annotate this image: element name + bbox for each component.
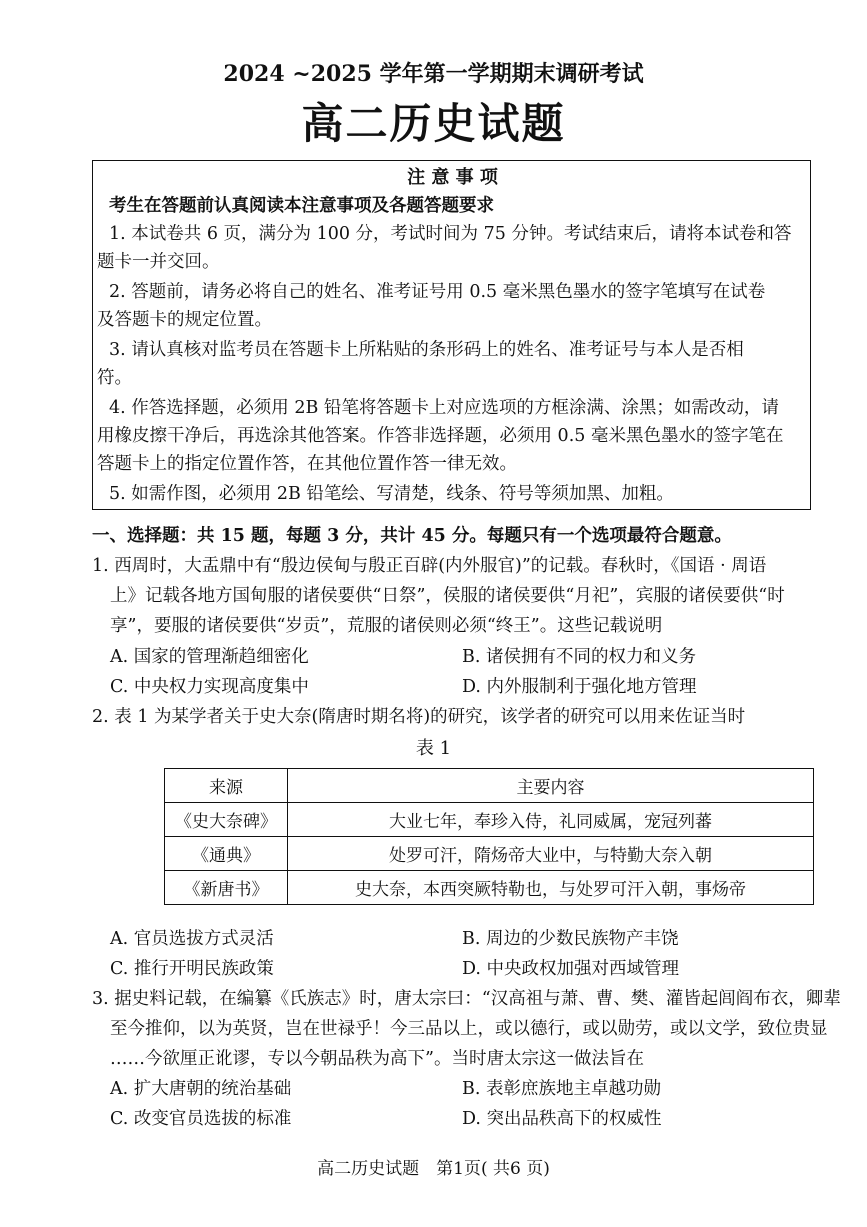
source-table — [164, 768, 814, 905]
q2-option-b: B. 周边的少数民族物产丰饶 — [462, 929, 679, 949]
notice-line: 4. 作答选择题，必须用 2B 铅笔将答题卡上对应选项的方框涂满、涂黑；如需改动，请 — [109, 398, 779, 418]
q3-option-c: C. 改变官员选拔的标准 — [110, 1109, 292, 1129]
notice-line: 3. 请认真核对监考员在答题卡上所粘贴的条形码上的姓名、准考证号与本人是否相 — [109, 340, 744, 360]
table-row — [165, 871, 814, 905]
question-3-line: 至今推仰，以为英贤，岂在世禄乎！今三品以上，或以德行，或以勋劳，或以文学，致位贵显 — [110, 1019, 828, 1039]
notice-line: 题卡一并交回。 — [97, 252, 220, 272]
exam-subtitle: 2024 ~2025 学年第一学期期末调研考试 — [223, 61, 644, 87]
q1-option-a: A. 国家的管理渐趋细密化 — [110, 647, 309, 667]
notice-line: 1. 本试卷共 6 页，满分为 100 分，考试时间为 75 分钟。考试结束后，请将本试卷和答 — [109, 224, 792, 244]
question-1-line: 享”，要服的诸侯要供“岁贡”，荒服的诸侯则必须“终王”。这些记载说明 — [110, 616, 663, 636]
question-3-line: ……今欲厘正讹谬，专以今朝品秩为高下”。当时唐太宗这一做法旨在 — [110, 1049, 644, 1069]
notice-box — [92, 160, 811, 510]
table-row — [165, 803, 814, 837]
table-cell-content: 处罗可汗，隋炀帝大业中，与特勤大奈入朝 — [288, 837, 814, 871]
table-cell-source: 《史大奈碑》 — [165, 803, 288, 837]
notice-line: 2. 答题前，请务必将自己的姓名、准考证号用 0.5 毫米黑色墨水的签字笔填写在试卷 — [109, 282, 766, 302]
table-cell-source: 《新唐书》 — [165, 871, 288, 905]
q3-option-b: B. 表彰庶族地主卓越功勋 — [462, 1079, 661, 1099]
notice-line: 及答题卡的规定位置。 — [97, 310, 272, 330]
q1-option-d: D. 内外服制利于强化地方管理 — [462, 677, 697, 697]
notice-line: 用橡皮擦干净后，再选涂其他答案。作答非选择题，必须用 0.5 毫米黑色墨水的签字笔在 — [97, 426, 784, 446]
notice-line: 5. 如需作图，必须用 2B 铅笔绘、写清楚，线条、符号等须加黑、加粗。 — [109, 484, 674, 504]
question-2-line: 2. 表 1 为某学者关于史大奈(隋唐时期名将)的研究，该学者的研究可以用来佐证当时 — [92, 707, 746, 727]
table-cell-source: 《通典》 — [165, 837, 288, 871]
exam-title: 高二历史试题 — [301, 99, 566, 148]
table-header-source: 来源 — [165, 769, 288, 803]
q2-option-c: C. 推行开明民族政策 — [110, 959, 274, 979]
q1-option-c: C. 中央权力实现高度集中 — [110, 677, 309, 697]
table-cell-content: 史大奈，本西突厥特勒也，与处罗可汗入朝，事炀帝 — [288, 871, 814, 905]
notice-line: 答题卡上的指定位置作答，在其他位置作答一律无效。 — [97, 454, 517, 474]
q3-option-d: D. 突出品秩高下的权威性 — [462, 1109, 662, 1129]
notice-intro: 考生在答题前认真阅读本注意事项及各题答题要求 — [109, 196, 494, 216]
table-row — [165, 837, 814, 871]
question-3-line: 3. 据史料记载，在编纂《氏族志》时，唐太宗曰：“汉高祖与萧、曹、樊、灌皆起闾阎布衣，卿辈 — [92, 989, 841, 1009]
question-1-line: 上》记载各地方国甸服的诸侯要供“日祭”，侯服的诸侯要供“月祀”，宾服的诸侯要供“时 — [110, 586, 785, 606]
table-header-content: 主要内容 — [288, 769, 814, 803]
notice-heading: 注 意 事 项 — [407, 167, 498, 188]
q2-option-a: A. 官员选拔方式灵活 — [110, 929, 274, 949]
table-cell-content: 大业七年，奉珍入侍，礼同威属，宠冠列蕃 — [288, 803, 814, 837]
q3-option-a: A. 扩大唐朝的统治基础 — [110, 1079, 292, 1099]
page-footer: 高二历史试题 第1页( 共6 页) — [317, 1159, 550, 1179]
section-heading: 一、选择题：共 15 题，每题 3 分，共计 45 分。每题只有一个选项最符合题意。 — [92, 526, 732, 546]
question-1-line: 1. 西周时，大盂鼎中有“殷边侯甸与殷正百辟(内外服官)”的记载。春秋时，《国语 · 周语 — [92, 556, 767, 576]
notice-line: 符。 — [97, 368, 132, 388]
table-header-row — [165, 769, 814, 803]
q1-option-b: B. 诸侯拥有不同的权力和义务 — [462, 647, 696, 667]
table-caption: 表 1 — [415, 738, 452, 759]
q2-option-d: D. 中央政权加强对西域管理 — [462, 959, 680, 979]
